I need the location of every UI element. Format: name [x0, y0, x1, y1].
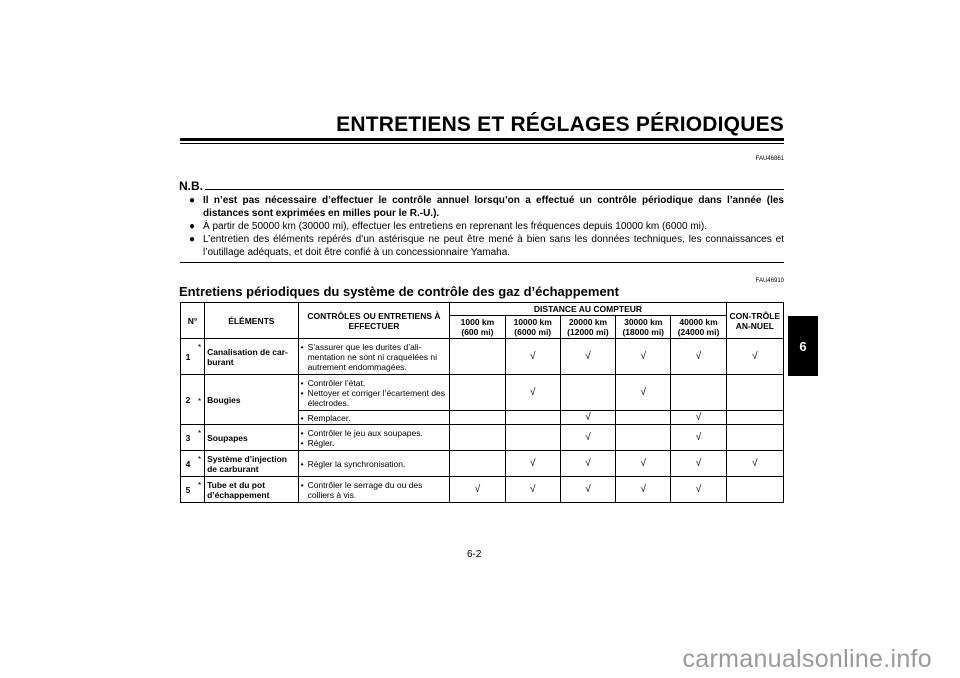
bullet-icon: ● [189, 234, 196, 245]
page-number: 6-2 [467, 549, 482, 560]
row-item: Canalisation de car-burant [205, 339, 298, 375]
title-rule [180, 138, 784, 141]
watermark: carmanualsonline.info [682, 645, 932, 673]
row-number: 5 [181, 477, 196, 503]
check-cell: √ [560, 451, 615, 477]
check-cell: √ [616, 339, 671, 375]
note-item [189, 220, 784, 233]
row-number: 1 [181, 339, 196, 375]
check-cell: √ [505, 339, 560, 375]
note-text: Il n’est pas nécessaire d’effectuer le contrôle annuel lorsqu’on a effectué un contrôle périodique dans l’année (les distances sont exprimées en milles pour le R.-U.). [203, 195, 784, 219]
table-header-row [181, 303, 784, 316]
check-cell [671, 375, 726, 411]
check-cell [616, 425, 671, 451]
section-title: Entretiens périodiques du système de contrôle des gaz d’échappement [179, 284, 619, 299]
check-cell [560, 375, 615, 411]
check-cell [726, 375, 783, 411]
check-cell: √ [560, 411, 615, 425]
header-km: 10000 km (6000 mi) [505, 316, 560, 339]
header-annual: CON-TRÔLE AN-NUEL [726, 303, 783, 339]
note-list [189, 194, 784, 259]
asterisk-mark: * [195, 375, 205, 425]
note-rule [205, 189, 784, 190]
header-km: 1000 km (600 mi) [450, 316, 505, 339]
action-line: • Contrôler le serrage du ou des colliers à vis. [301, 480, 448, 500]
header-actions: CONTRÔLES OU ENTRETIENS À EFFECTUER [298, 303, 450, 339]
check-cell: √ [671, 477, 726, 503]
check-cell [726, 425, 783, 451]
row-number: 2 [181, 375, 196, 425]
asterisk-mark: * [195, 451, 205, 477]
check-cell: √ [671, 339, 726, 375]
check-cell [726, 411, 783, 425]
check-cell [505, 411, 560, 425]
asterisk-mark: * [195, 477, 205, 503]
asterisk-mark: * [195, 425, 205, 451]
action-line: • Contrôler le jeu aux soupapes. [301, 428, 448, 438]
check-cell: √ [560, 477, 615, 503]
row-item: Bougies [205, 375, 298, 425]
row-actions [298, 477, 450, 503]
check-cell [726, 477, 783, 503]
check-cell: √ [726, 339, 783, 375]
action-line: • Nettoyer et corriger l’écartement des électrodes. [301, 388, 448, 408]
row-item: Soupapes [205, 425, 298, 451]
row-actions [298, 339, 450, 375]
check-cell [505, 425, 560, 451]
table-row [181, 339, 784, 375]
chapter-tab: 6 [788, 316, 818, 376]
header-km: 20000 km (12000 mi) [560, 316, 615, 339]
note-label: N.B. [179, 179, 203, 193]
page-title: ENTRETIENS ET RÉGLAGES PÉRIODIQUES [336, 113, 784, 136]
check-cell [450, 411, 505, 425]
bullet-icon: ● [189, 221, 196, 232]
check-cell: √ [616, 375, 671, 411]
row-actions [298, 375, 450, 411]
section-code: FAU46910 [755, 278, 784, 284]
table-row [181, 451, 784, 477]
check-cell: √ [450, 477, 505, 503]
check-cell: √ [726, 451, 783, 477]
check-cell: √ [671, 451, 726, 477]
header-km: 40000 km (24000 mi) [671, 316, 726, 339]
note-text: À partir de 50000 km (30000 mi), effectuer les entretiens en reprenant les fréquences depuis 10000 km (6000 mi). [203, 221, 707, 232]
check-cell: √ [560, 425, 615, 451]
row-actions [298, 425, 450, 451]
check-cell: √ [560, 339, 615, 375]
check-cell [450, 451, 505, 477]
note-text: L’entretien des éléments repérés d’un astérisque ne peut être mené à bien sans les données techniques, les connaissances et l’outillage adéquats, et doit être confié à un concessionnaire Yamaha. [203, 234, 784, 258]
note-item [189, 233, 784, 259]
maintenance-table [180, 302, 784, 503]
bullet-icon: ● [189, 195, 196, 206]
note-item [189, 194, 784, 220]
check-cell: √ [616, 451, 671, 477]
action-line: • Contrôler l’état. [301, 378, 448, 388]
check-cell: √ [505, 451, 560, 477]
action-line: • Remplacer. [301, 413, 448, 423]
check-cell [616, 411, 671, 425]
check-cell: √ [671, 425, 726, 451]
check-cell [450, 375, 505, 411]
action-line: • Régler. [301, 438, 448, 448]
row-actions [298, 411, 450, 425]
header-km: 30000 km (18000 mi) [616, 316, 671, 339]
header-num: N° [181, 303, 205, 339]
table-row [181, 375, 784, 411]
row-item: Tube et du pot d’échappement [205, 477, 298, 503]
check-cell: √ [505, 375, 560, 411]
row-number: 3 [181, 425, 196, 451]
check-cell: √ [505, 477, 560, 503]
row-number: 4 [181, 451, 196, 477]
check-cell [450, 425, 505, 451]
check-cell: √ [616, 477, 671, 503]
row-actions [298, 451, 450, 477]
action-line: • S’assurer que les durites d’ali-mentation ne sont ni craquelées ni autrement endommagées. [301, 342, 448, 372]
reference-code: FAU46861 [755, 156, 784, 162]
asterisk-mark: * [195, 339, 205, 375]
row-item: Système d’injection de carburant [205, 451, 298, 477]
check-cell [450, 339, 505, 375]
table-row [181, 425, 784, 451]
action-line: • Régler la synchronisation. [301, 459, 448, 469]
title-rule-thin [180, 143, 784, 144]
header-items: ÉLÉMENTS [205, 303, 298, 339]
header-distance: DISTANCE AU COMPTEUR [450, 303, 726, 316]
check-cell: √ [671, 411, 726, 425]
note-bottom-rule [180, 262, 784, 263]
table-row [181, 477, 784, 503]
